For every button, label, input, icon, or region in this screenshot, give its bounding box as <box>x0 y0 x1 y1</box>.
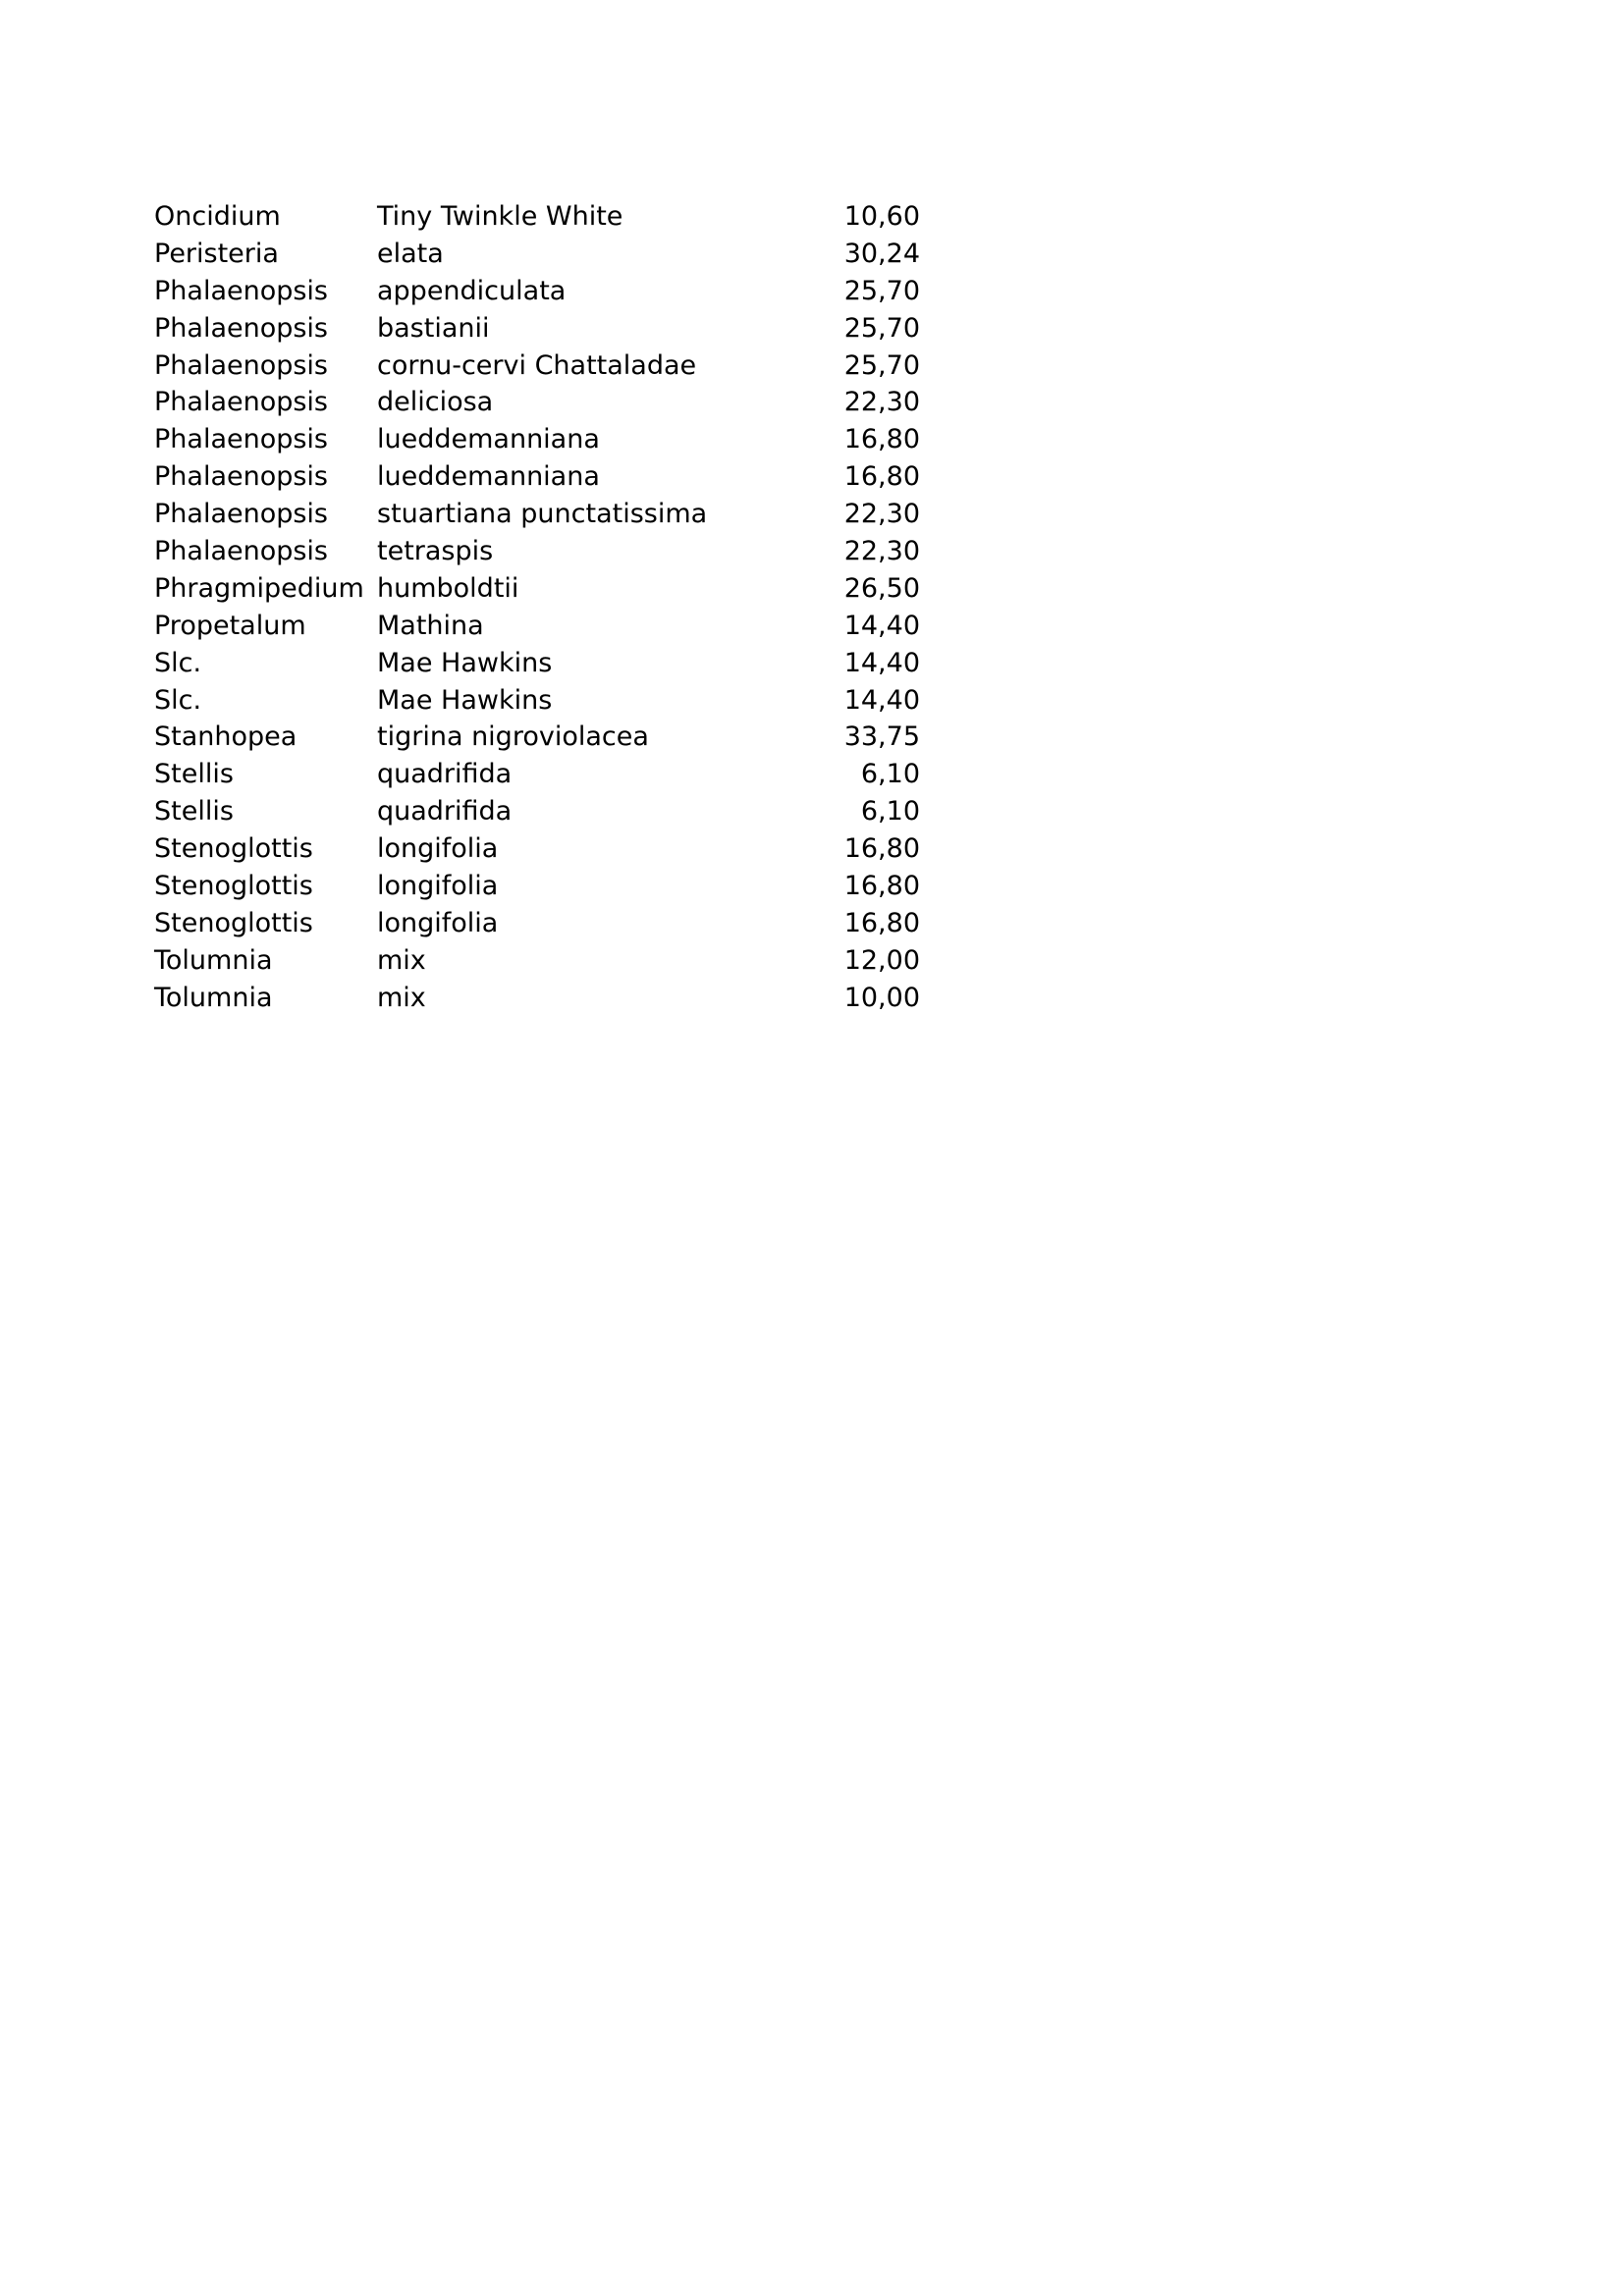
price-list-table <box>154 198 920 1017</box>
table-row <box>154 273 920 310</box>
genus-cell: Stellis <box>154 759 234 790</box>
price-cell: 25,70 <box>843 275 920 306</box>
table-row <box>154 830 920 868</box>
table-row <box>154 719 920 756</box>
price-cell: 14,40 <box>843 610 920 641</box>
price-cell: 25,70 <box>843 312 920 344</box>
price-cell: 16,80 <box>843 833 920 865</box>
table-row <box>154 570 920 608</box>
species-cell: cornu-cervi Chattaladae <box>377 349 697 381</box>
genus-cell: Phalaenopsis <box>154 312 329 344</box>
table-row <box>154 458 920 496</box>
species-cell: Mae Hawkins <box>377 647 553 678</box>
genus-cell: Tolumnia <box>154 982 273 1013</box>
species-cell: bastianii <box>377 312 490 344</box>
price-cell: 14,40 <box>843 647 920 678</box>
genus-cell: Slc. <box>154 684 202 716</box>
price-cell: 10,60 <box>843 201 920 232</box>
genus-cell: Phalaenopsis <box>154 461 329 493</box>
table-row <box>154 793 920 830</box>
table-row <box>154 905 920 942</box>
species-cell: Tiny Twinkle White <box>377 201 623 232</box>
table-row <box>154 496 920 533</box>
genus-cell: Stanhopea <box>154 721 298 753</box>
price-cell: 26,50 <box>843 572 920 604</box>
species-cell: longifolia <box>377 833 499 865</box>
genus-cell: Phalaenopsis <box>154 424 329 455</box>
price-cell: 33,75 <box>843 721 920 753</box>
species-cell: longifolia <box>377 871 499 902</box>
species-cell: deliciosa <box>377 387 494 418</box>
species-cell: humboldtii <box>377 572 519 604</box>
species-cell: longifolia <box>377 907 499 938</box>
genus-cell: Peristeria <box>154 238 279 269</box>
species-cell: mix <box>377 944 426 976</box>
genus-cell: Oncidium <box>154 201 281 232</box>
table-row <box>154 682 920 720</box>
species-cell: tetraspis <box>377 536 494 567</box>
price-cell: 22,30 <box>843 387 920 418</box>
genus-cell: Phalaenopsis <box>154 536 329 567</box>
table-row <box>154 236 920 273</box>
table-row <box>154 421 920 458</box>
table-row <box>154 645 920 682</box>
genus-cell: Stenoglottis <box>154 871 313 902</box>
table-row <box>154 384 920 421</box>
price-cell: 16,80 <box>843 907 920 938</box>
price-cell: 6,10 <box>860 759 920 790</box>
genus-cell: Propetalum <box>154 610 306 641</box>
genus-cell: Phalaenopsis <box>154 387 329 418</box>
price-cell: 14,40 <box>843 684 920 716</box>
genus-cell: Phragmipedium <box>154 572 364 604</box>
table-row <box>154 198 920 236</box>
price-cell: 30,24 <box>843 238 920 269</box>
genus-cell: Phalaenopsis <box>154 349 329 381</box>
species-cell: Mae Hawkins <box>377 684 553 716</box>
species-cell: Mathina <box>377 610 484 641</box>
price-cell: 22,30 <box>843 499 920 530</box>
species-cell: mix <box>377 982 426 1013</box>
table-row <box>154 310 920 347</box>
genus-cell: Slc. <box>154 647 202 678</box>
table-row <box>154 347 920 385</box>
species-cell: quadrifida <box>377 759 513 790</box>
table-row <box>154 942 920 980</box>
genus-cell: Tolumnia <box>154 944 273 976</box>
price-cell: 16,80 <box>843 424 920 455</box>
table-row <box>154 756 920 793</box>
species-cell: elata <box>377 238 444 269</box>
price-cell: 16,80 <box>843 871 920 902</box>
table-row <box>154 980 920 1017</box>
price-cell: 6,10 <box>860 796 920 828</box>
species-cell: lueddemanniana <box>377 461 600 493</box>
price-cell: 22,30 <box>843 536 920 567</box>
price-cell: 10,00 <box>843 982 920 1013</box>
table-row <box>154 533 920 570</box>
price-cell: 12,00 <box>843 944 920 976</box>
genus-cell: Phalaenopsis <box>154 275 329 306</box>
species-cell: quadrifida <box>377 796 513 828</box>
table-row <box>154 868 920 905</box>
genus-cell: Stenoglottis <box>154 833 313 865</box>
genus-cell: Stenoglottis <box>154 907 313 938</box>
table-row <box>154 608 920 645</box>
genus-cell: Stellis <box>154 796 234 828</box>
price-cell: 16,80 <box>843 461 920 493</box>
species-cell: lueddemanniana <box>377 424 600 455</box>
price-cell: 25,70 <box>843 349 920 381</box>
species-cell: tigrina nigroviolacea <box>377 721 649 753</box>
species-cell: appendiculata <box>377 275 567 306</box>
genus-cell: Phalaenopsis <box>154 499 329 530</box>
species-cell: stuartiana punctatissima <box>377 499 708 530</box>
